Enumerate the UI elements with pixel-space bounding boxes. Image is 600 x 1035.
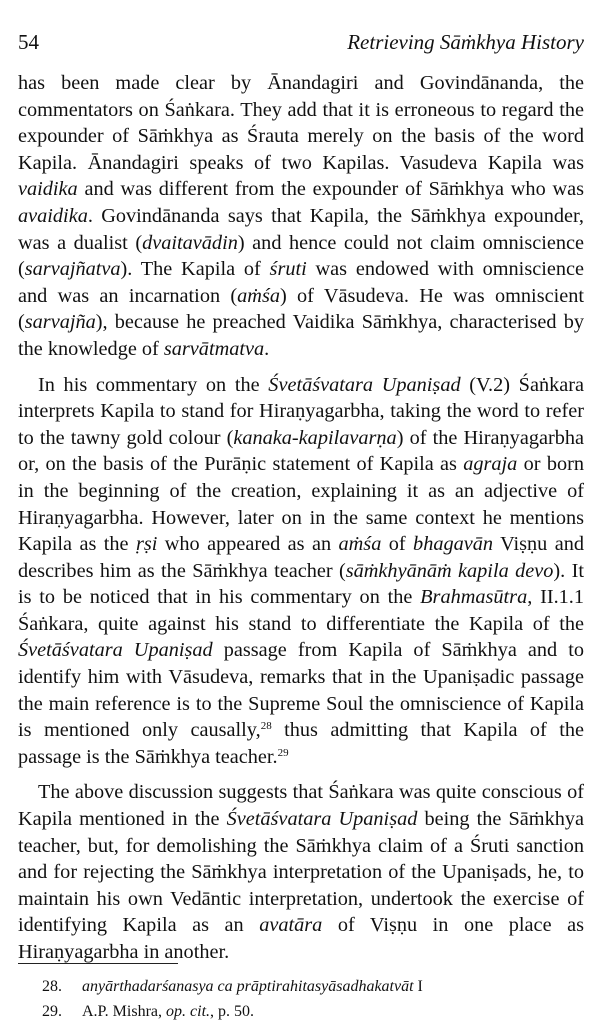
italic-term: op. cit. (166, 1003, 211, 1020)
body-text (18, 70, 584, 966)
text-run: has been made clear by Ānandagiri and Govindānanda, the commentators on Śaṅkara. They add that it is erroneous to regard the expounder of Sāṁkhya as Śrauta merely on the basis of the word Kapila. Ānandagiri speaks of two Kapilas. Vasudeva Kapila was (18, 72, 584, 174)
italic-term: Brahmasūtra (420, 586, 528, 609)
paragraph-3 (18, 779, 584, 965)
text-run: . Govindānanda says that Kapila, the Sāṁkhya expounder, was a dualist ( (18, 204, 584, 254)
italic-term: śruti (269, 258, 307, 281)
italic-term: avaidika (18, 204, 88, 227)
text-run: ) of the Hiraṇyagarbha or, on the basis of the Purāṇic statement of Kapila as (18, 426, 584, 476)
text-run: (V.2) Śaṅkara interprets Kapila to stand for Hiraṇyagarbha, taking the word to refer to the tawny gold colour ( (18, 373, 584, 449)
text-run: ) of Vāsudeva. He was omniscient ( (18, 284, 584, 334)
page-number: 54 (18, 30, 39, 54)
text-run: of Viṣṇu in one place as Hiraṇyagarbha in another. (18, 914, 584, 963)
italic-term: sarvajñatva (24, 258, 121, 281)
italic-term: Śvetāśvatara Upaniṣad (226, 808, 418, 831)
running-title: Retrieving Sāṁkhya History (347, 30, 584, 54)
text-run: , II.1.1 Śaṅkara, quite against his stand to differentiate the Kapila of the (18, 586, 584, 635)
italic-term: agraja (463, 453, 518, 476)
text-run: who appeared as an (157, 533, 339, 556)
italic-term: dvaitavādin (142, 231, 238, 254)
footnote-divider (18, 963, 178, 964)
italic-term: Śvetāśvatara Upaniṣad (18, 639, 213, 662)
italic-term: Śvetāśvatara Upaniṣad (268, 373, 461, 396)
footnote-number: 29. (42, 1003, 62, 1020)
text-run: ). The Kapila of (120, 258, 270, 281)
footnote-text (82, 999, 254, 1024)
italic-term: avatāra (259, 914, 323, 937)
text-run: , p. 50. (210, 1003, 255, 1020)
paragraph-1 (18, 70, 584, 363)
text-run: being the Sāṁkhya teacher, but, for demolishing the Sāṁkhya claim of a Śruti sanction and for rejecting the Sāṁkhya interpretation of the Upaniṣads, he, to maintain his own Vedāntic interpretation, undertook the exercise of identifying Kapila as an (18, 808, 584, 937)
text-run: ) and hence could not claim omniscience ( (18, 231, 584, 281)
text-run: was endowed with omniscience and was an incarnation ( (18, 258, 584, 307)
text-run: . (264, 337, 270, 360)
italic-term: sarvātmatva (163, 337, 265, 360)
text-run: A.P. Mishra, (82, 1003, 167, 1020)
footnote-29 (18, 999, 584, 1024)
text-run: The above discussion suggests that Śaṅkara was quite conscious of Kapila mentioned in the (18, 781, 584, 831)
text-run: In his commentary on the (38, 373, 269, 396)
italic-term: anyārthadarśanasya ca prāptirahitasyāsadhakatvāt (82, 978, 414, 995)
italic-term: aṁśa (237, 284, 280, 307)
page-header (18, 28, 584, 56)
footnote-ref: 29 (277, 746, 289, 759)
footnote-28 (18, 974, 584, 999)
paragraph-2 (18, 372, 584, 771)
book-page (18, 0, 584, 1035)
italic-term: vaidika (18, 178, 78, 201)
italic-term: ṛṣi (135, 533, 158, 556)
text-run: thus admitting that Kapila of the passage is the Sāṁkhya teacher. (18, 719, 584, 768)
text-run: I (413, 978, 423, 995)
text-run: ). It is to be noticed that in his commentary on the (18, 559, 584, 609)
footnote-number: 28. (42, 978, 62, 995)
text-run: passage from Kapila of Sāṁkhya and to identify him with Vāsudeva, remarks that in the Upaniṣadic passage the main reference is to the Supreme Soul the omniscience of Kapila is mentioned only causally, (18, 639, 584, 742)
italic-term: aṁśa (338, 533, 382, 556)
text-run: of (381, 533, 414, 556)
italic-term: bhagavān (413, 533, 494, 556)
text-run: Viṣṇu and describes him as the Sāṁkhya teacher ( (18, 533, 584, 582)
footnote-ref: 28 (260, 720, 272, 733)
text-run: and was different from the expounder of Sāṁkhya who was (77, 178, 584, 201)
footnote-text (82, 974, 423, 999)
footnotes (18, 974, 584, 1024)
italic-term: kanaka-kapilavarṇa (233, 426, 397, 449)
italic-term: sarvajña (24, 311, 96, 334)
text-run: ), because he preached Vaidika Sāṁkhya, characterised by the knowledge of (18, 311, 584, 360)
text-run: or born in the beginning of the creation, explaining it as an adjective of Hiraṇyagarbha. However, later on in the same context he mentions Kapila as the (18, 453, 584, 556)
italic-term: sāṁkhyānāṁ kapila devo (345, 559, 554, 582)
